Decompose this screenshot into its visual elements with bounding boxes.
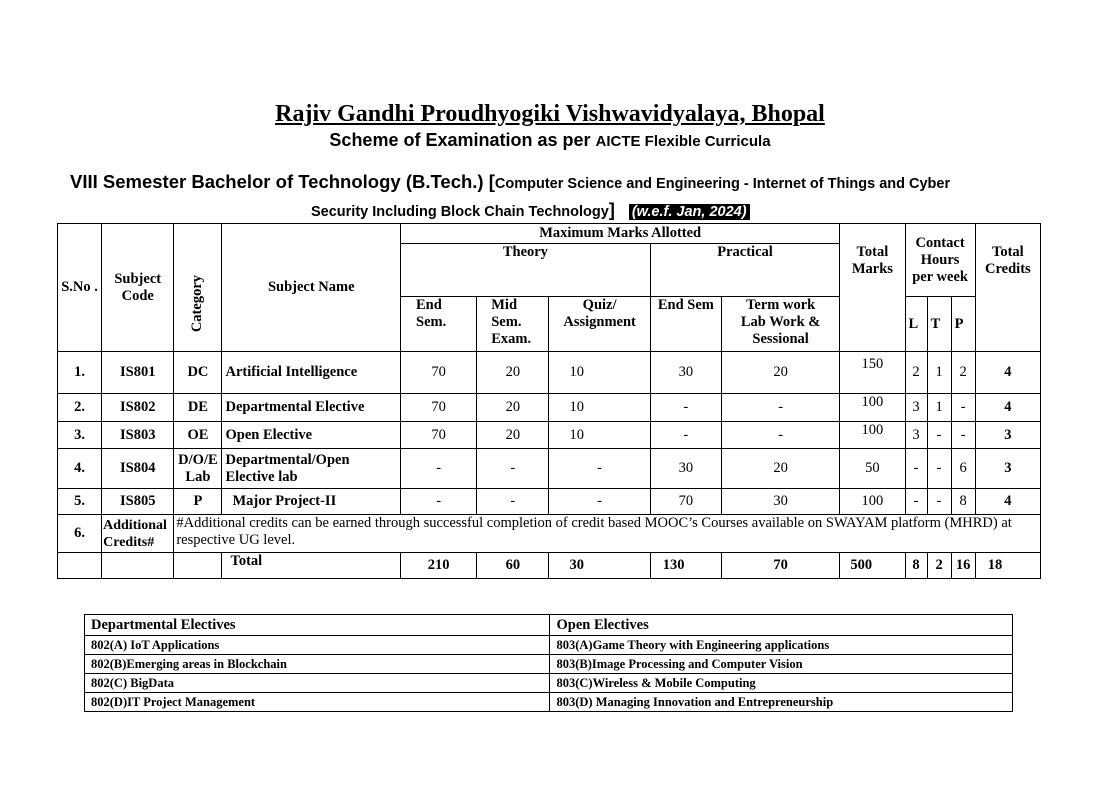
row-end-sem: - [401,449,477,489]
header-term-work-cell [721,297,839,352]
list-item [85,636,1013,655]
header-practical: Practical [650,244,840,297]
row-term-work: 30 [721,489,839,515]
table-row [58,489,1041,515]
row-sno: 3. [58,422,102,449]
row-category: P [174,489,222,515]
table-row-additional [58,515,1041,553]
row-L: - [905,449,927,489]
row-T: - [927,489,951,515]
row-total: 100 [840,422,905,449]
total-label: Total [222,553,401,579]
row-P: 8 [951,489,975,515]
header-mid-sem: Mid Sem. Exam. [477,297,549,352]
row-total: 100 [840,394,905,422]
row-mid-sem: - [477,449,549,489]
row-practical-end: 30 [650,352,721,394]
row-sno: 6. [58,515,102,553]
semester-label: VIII Semester Bachelor of Technology (B.Tech.) [ [70,171,495,192]
row-credits: 4 [975,352,1040,394]
row-sno: 2. [58,394,102,422]
open-elective: 803(B)Image Processing and Computer Vision [550,655,1013,674]
header-max-marks: Maximum Marks Allotted [401,224,840,244]
row-total: 100 [840,489,905,515]
row-total: 50 [840,449,905,489]
dept-elective: 802(D)IT Project Management [85,693,550,712]
dept-elective: 802(A) IoT Applications [85,636,550,655]
header-sno: S.No . [58,224,102,352]
total-credits: 18 [975,553,1040,579]
row-sno: 4. [58,449,102,489]
row-practical-end: - [650,422,721,449]
dept-elective: 802(C) BigData [85,674,550,693]
row-credits: 3 [975,449,1040,489]
open-elective: 803(C)Wireless & Mobile Computing [550,674,1013,693]
row-name: Open Elective [222,422,401,449]
table-row [58,422,1041,449]
row-name: Departmental Elective [222,394,401,422]
row-L: 3 [905,422,927,449]
table-row [58,449,1041,489]
row-P: 6 [951,449,975,489]
semester-line [70,171,1070,193]
row-code: IS803 [102,422,174,449]
row-credits: 4 [975,394,1040,422]
row-quiz: 10 [549,394,650,422]
row-practical-end: - [650,394,721,422]
additional-credits-label: Additional Credits# [102,515,174,553]
scheme-title [0,130,1100,151]
row-quiz: 10 [549,352,650,394]
bracket-close: ] [608,200,615,220]
header-end-sem: End Sem. [401,297,477,352]
row-category: DC [174,352,222,394]
row-category: D/O/E Lab [174,449,222,489]
electives-table [84,614,1013,712]
total-quiz: 30 [549,553,650,579]
row-practical-end: 30 [650,449,721,489]
total-marks: 500 [840,553,905,579]
header-P: P [951,297,975,352]
scheme-main: Scheme of Examination as per [329,130,596,150]
branch-line1: Computer Science and Engineering - Internet of Things and Cyber [494,176,951,192]
total-term-work: 70 [721,553,839,579]
total-mid-sem: 60 [477,553,549,579]
branch-line-2 [311,200,750,221]
row-term-work: 20 [721,449,839,489]
list-item [85,674,1013,693]
row-end-sem: 70 [401,394,477,422]
row-code: IS805 [102,489,174,515]
wef-badge: (w.e.f. Jan, 2024) [629,204,750,220]
open-elective: 803(D) Managing Innovation and Entrepreneurship [550,693,1013,712]
row-T: 1 [927,394,951,422]
total-T: 2 [927,553,951,579]
row-L: 3 [905,394,927,422]
table-row-total [58,553,1041,579]
row-P: - [951,422,975,449]
row-sno: 5. [58,489,102,515]
header-subject-name: Subject Name [222,224,401,352]
row-L: 2 [905,352,927,394]
header-practical-end-sem: End Sem [650,297,721,352]
row-mid-sem: 20 [477,394,549,422]
header-subject-code: Subject Code [102,224,174,352]
row-term-work: - [721,394,839,422]
header-T: T [927,297,951,352]
header-total-marks: Total Marks [840,224,905,352]
scheme-small: AICTE Flexible Curricula [595,133,771,150]
row-T: - [927,422,951,449]
total-practical-end: 130 [650,553,721,579]
dept-elective: 802(B)Emerging areas in Blockchain [85,655,550,674]
additional-credits-text: #Additional credits can be earned through successful completion of credit based MOOC’s Courses available on SWAYAM platform (MHRD) at respective UG level. [174,515,1041,553]
table-row [58,352,1041,394]
open-electives-header: Open Electives [550,615,1013,636]
row-sno: 1. [58,352,102,394]
row-name: Major Project-II [222,489,401,515]
list-item [85,693,1013,712]
row-code: IS801 [102,352,174,394]
header-theory: Theory [401,244,651,297]
total-P: 16 [951,553,975,579]
header-contact-hours: Contact Hours per week [905,224,975,297]
total-L: 8 [905,553,927,579]
row-category: OE [174,422,222,449]
scheme-table [57,223,1041,579]
row-code: IS802 [102,394,174,422]
row-total: 150 [840,352,905,394]
dept-electives-header: Departmental Electives [85,615,550,636]
row-name: Artificial Intelligence [222,352,401,394]
row-quiz: - [549,489,650,515]
header-L: L [905,297,927,352]
row-P: 2 [951,352,975,394]
row-L: - [905,489,927,515]
row-end-sem: 70 [401,352,477,394]
open-elective: 803(A)Game Theory with Engineering applications [550,636,1013,655]
row-quiz: 10 [549,422,650,449]
header-term-work: Term work [746,297,816,313]
header-lab-work: Lab Work & Sessional [740,314,821,347]
row-mid-sem: 20 [477,352,549,394]
list-item [85,655,1013,674]
header-total-credits: Total Credits [975,224,1040,352]
row-quiz: - [549,449,650,489]
row-T: 1 [927,352,951,394]
row-name: Departmental/Open Elective lab [222,449,401,489]
row-mid-sem: 20 [477,422,549,449]
row-T: - [927,449,951,489]
header-category-cell [174,224,222,352]
row-P: - [951,394,975,422]
table-row [58,394,1041,422]
row-code: IS804 [102,449,174,489]
branch-line2: Security Including Block Chain Technology [311,204,609,220]
header-category: Category [189,274,206,332]
total-end-sem: 210 [401,553,477,579]
row-category: DE [174,394,222,422]
row-mid-sem: - [477,489,549,515]
row-term-work: 20 [721,352,839,394]
row-end-sem: - [401,489,477,515]
university-title: Rajiv Gandhi Proudhyogiki Vishwavidyalaya, Bhopal [275,101,825,127]
row-end-sem: 70 [401,422,477,449]
header-quiz: Quiz/ Assignment [549,297,650,352]
row-practical-end: 70 [650,489,721,515]
row-credits: 4 [975,489,1040,515]
row-credits: 3 [975,422,1040,449]
row-term-work: - [721,422,839,449]
